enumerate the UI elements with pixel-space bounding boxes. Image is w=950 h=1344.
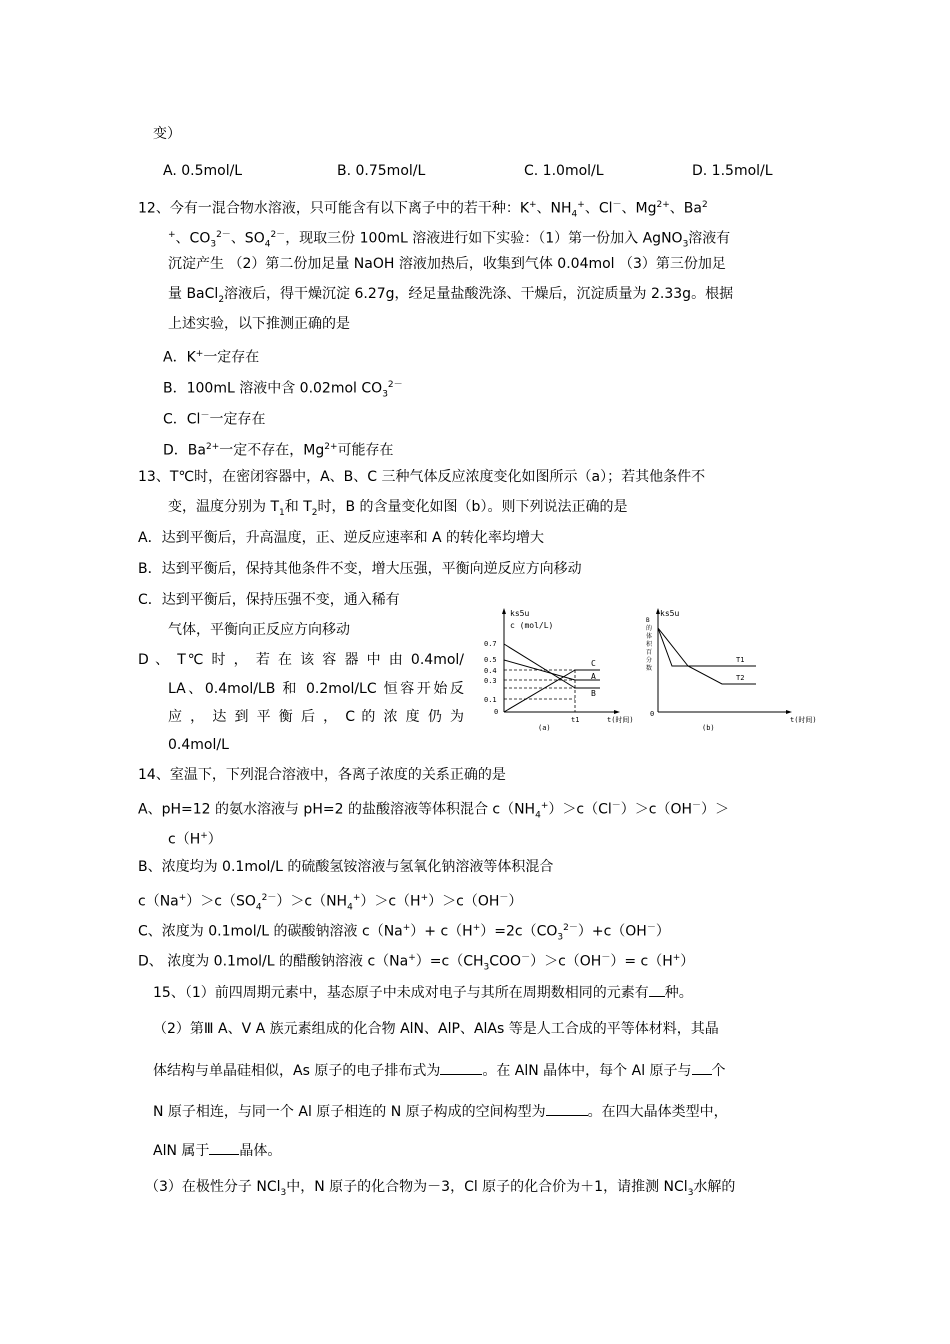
q15-line-2: （2）第Ⅲ A、Ⅴ A 族元素组成的化合物 AlN、AlP、AlAs 等是人工合成的平等体材料，其晶 [153,1021,719,1037]
q15-blank-1[interactable] [649,982,665,997]
svg-text:积: 积 [646,641,653,648]
figure-a-curve-c [504,670,575,712]
q14-option-b-line1: B、浓度均为 0.1mol/L 的硫酸氢铵溶液与氢氧化钠溶液等体积混合 [138,859,554,875]
q14-stem: 14、室温下，下列混合溶液中，各离子浓度的关系正确的是 [138,767,506,783]
q11-option-d: D. 1.5mol/L [692,163,773,179]
figure-a-ytick-0: 0 [494,708,499,716]
q13-option-d-line1: D 、 T℃ 时 ， 若 在 该 容 器 中 由 0.4mol/ [138,652,464,668]
q14-option-a-line1: A、pH=12 的氨水溶液与 pH=2 的盐酸溶液等体积混合 $c(NH_4^+)>c(Cl^-)>c(OH^-)>$ [138,801,730,821]
q15-line-1: 15、（1）前四周期元素中，基态原子中未成对电子与其所在周期数相同的元素有 种。 [153,982,693,1003]
q12-line-4: 量 BaCl$_2$溶液后，得干燥沉淀 6.27g，经足量盐酸洗涤、干燥后，沉淀质量为 2.33g。根据 [168,286,734,305]
q13-line-2: 变，温度分别为 $T_1$和 $T_2$时，B 的含量变化如图（b）。则下列说法正确的是 [168,499,628,518]
q15-line-6: （3）在极性分子 NCl$_3$中，N 原子的化合物为－3，Cl 原子的化合价为＋1，请推测 NCl$_3$水解的 [145,1179,736,1198]
q14-option-c: C、浓度为 0.1mol/L 的碳酸钠溶液 $c(Na^+)+ c(H^+)=2c(CO_3^{2-})+c(OH^-)$ [138,923,670,943]
svg-text:数: 数 [646,665,653,672]
figure-a-label-a: A [591,672,596,681]
svg-text:分: 分 [646,657,653,664]
q15-blank-n-count[interactable] [692,1060,712,1075]
q12-line-3: 沉淀产生 （2）第二份加足量 NaOH 溶液加热后，收集到气体 0.04mol （3）第三份加足 [168,256,726,272]
svg-text:百: 百 [646,649,653,656]
figure-b-label-t1: T1 [736,656,745,664]
figure-a-ytick-01: 0.1 [484,696,497,704]
svg-text:B: B [646,617,650,624]
q12-line-1: 12、今有一混合物水溶液，只可能含有以下离子中的若干种：K+、$NH_4^+$、Cl－、$Mg^{2+}$、Ba$^2$ [138,200,708,220]
figure-a-ytick-04: 0.4 [484,667,497,675]
figure-a-xtick-t1: t1 [571,716,580,724]
q14-option-b-line2: $c(Na^+)>c(SO_4^{2-})>c(NH_4^+)>c(H^+)>c(OH^-)$ [138,893,523,913]
q12-line-2: +、$CO_3^{2-}$、$SO_4^{2-}$，现取三份 100mL 溶液进行如下实验：（1）第一份加入 AgNO$_3$溶液有 [168,230,731,250]
svg-text:体: 体 [646,633,653,640]
figure-b-caption: (b) [702,724,715,732]
figure-a-concentration-chart [478,604,648,736]
q13-line-1: 13、T℃时，在密闭容器中，A、B、C 三种气体反应浓度变化如图所示（a）；若其他条件不 [138,469,706,485]
q13-option-c-line2: 气体，平衡向正反应方向移动 [168,622,350,638]
figure-a-ylabel: c (mol/L) [510,621,554,630]
figure-a-ytick-05: 0.5 [484,656,497,664]
svg-text:的: 的 [646,625,653,632]
q13-option-c-line1: C．达到平衡后，保持压强不变，通入稀有 [138,592,400,608]
q13-option-d-line3: 应 ， 达 到 平 衡 后 ， C 的 浓 度 仍 为 [168,709,464,725]
q12-option-d: D．$Ba^{2+}$一定不存在，$Mg^{2+}$可能存在 [163,442,394,459]
q13-option-d-line4: 0.4mol/L [168,737,229,753]
q11-option-c: C. 1.0mol/L [524,163,604,179]
q14-option-a-line2: c（H+） [168,831,222,848]
q15-line-3: 体结构与单晶硅相似，As 原子的电子排布式为 。在 AlN 晶体中，每个 Al 原子与 个 [153,1060,726,1081]
q15-blank-electron-config[interactable] [440,1060,482,1075]
figure-a-label-c: C [591,659,596,668]
figure-a-watermark: ks5u [510,609,530,618]
figure-b-label-t2: T2 [736,674,745,682]
q12-option-b: B．100mL 溶液中含 0.02mol $CO_3^{2-}$ [163,380,403,400]
figure-b-volume-fraction-chart [640,604,830,736]
figure-a-ytick-07: 0.7 [484,640,497,648]
figure-a-ytick-03: 0.3 [484,677,497,685]
figure-a-xlabel: t(时间) [607,716,634,724]
q11-option-b: B. 0.75mol/L [337,163,426,179]
figure-b-xlabel: t(时间) [790,716,817,724]
figure-b-ylabel [646,617,653,672]
q15-blank-crystal-type[interactable] [209,1140,239,1155]
q11-continuation: 变） [153,126,181,142]
figure-a-label-b: B [591,689,596,698]
q15-line-4: N 原子相连，与同一个 Al 原子相连的 N 原子构成的空间构型为 。在四大晶体类型中， [153,1101,728,1122]
q12-option-a: A．K+一定存在 [163,349,260,366]
q14-option-d: D、 浓度为 0.1mol/L 的醋酸钠溶液 $c(Na^+)=c(CH_3COO^-)>c(OH^-)= c(H^+)$ [138,953,695,973]
q13-option-d-line2: LA、0.4mol/LB 和 0.2mol/LC 恒容开始反 [168,681,464,697]
q15-blank-geometry[interactable] [546,1101,588,1116]
figure-b-watermark: ks5u [660,609,680,618]
q13-option-b: B．达到平衡后，保持其他条件不变，增大压强，平衡向逆反应方向移动 [138,561,582,577]
q13-option-a: A．达到平衡后，升高温度，正、逆反应速率和 A 的转化率均增大 [138,530,545,546]
q12-option-c: C．Cl－一定存在 [163,411,266,428]
figure-a-curve-b [504,644,575,688]
figure-a-caption: (a) [538,724,551,732]
q12-line-5: 上述实验，以下推测正确的是 [168,316,350,332]
figure-b-origin: 0 [650,710,655,718]
q15-line-5: AlN 属于 晶体。 [153,1140,281,1161]
q11-option-a: A. 0.5mol/L [163,163,243,179]
